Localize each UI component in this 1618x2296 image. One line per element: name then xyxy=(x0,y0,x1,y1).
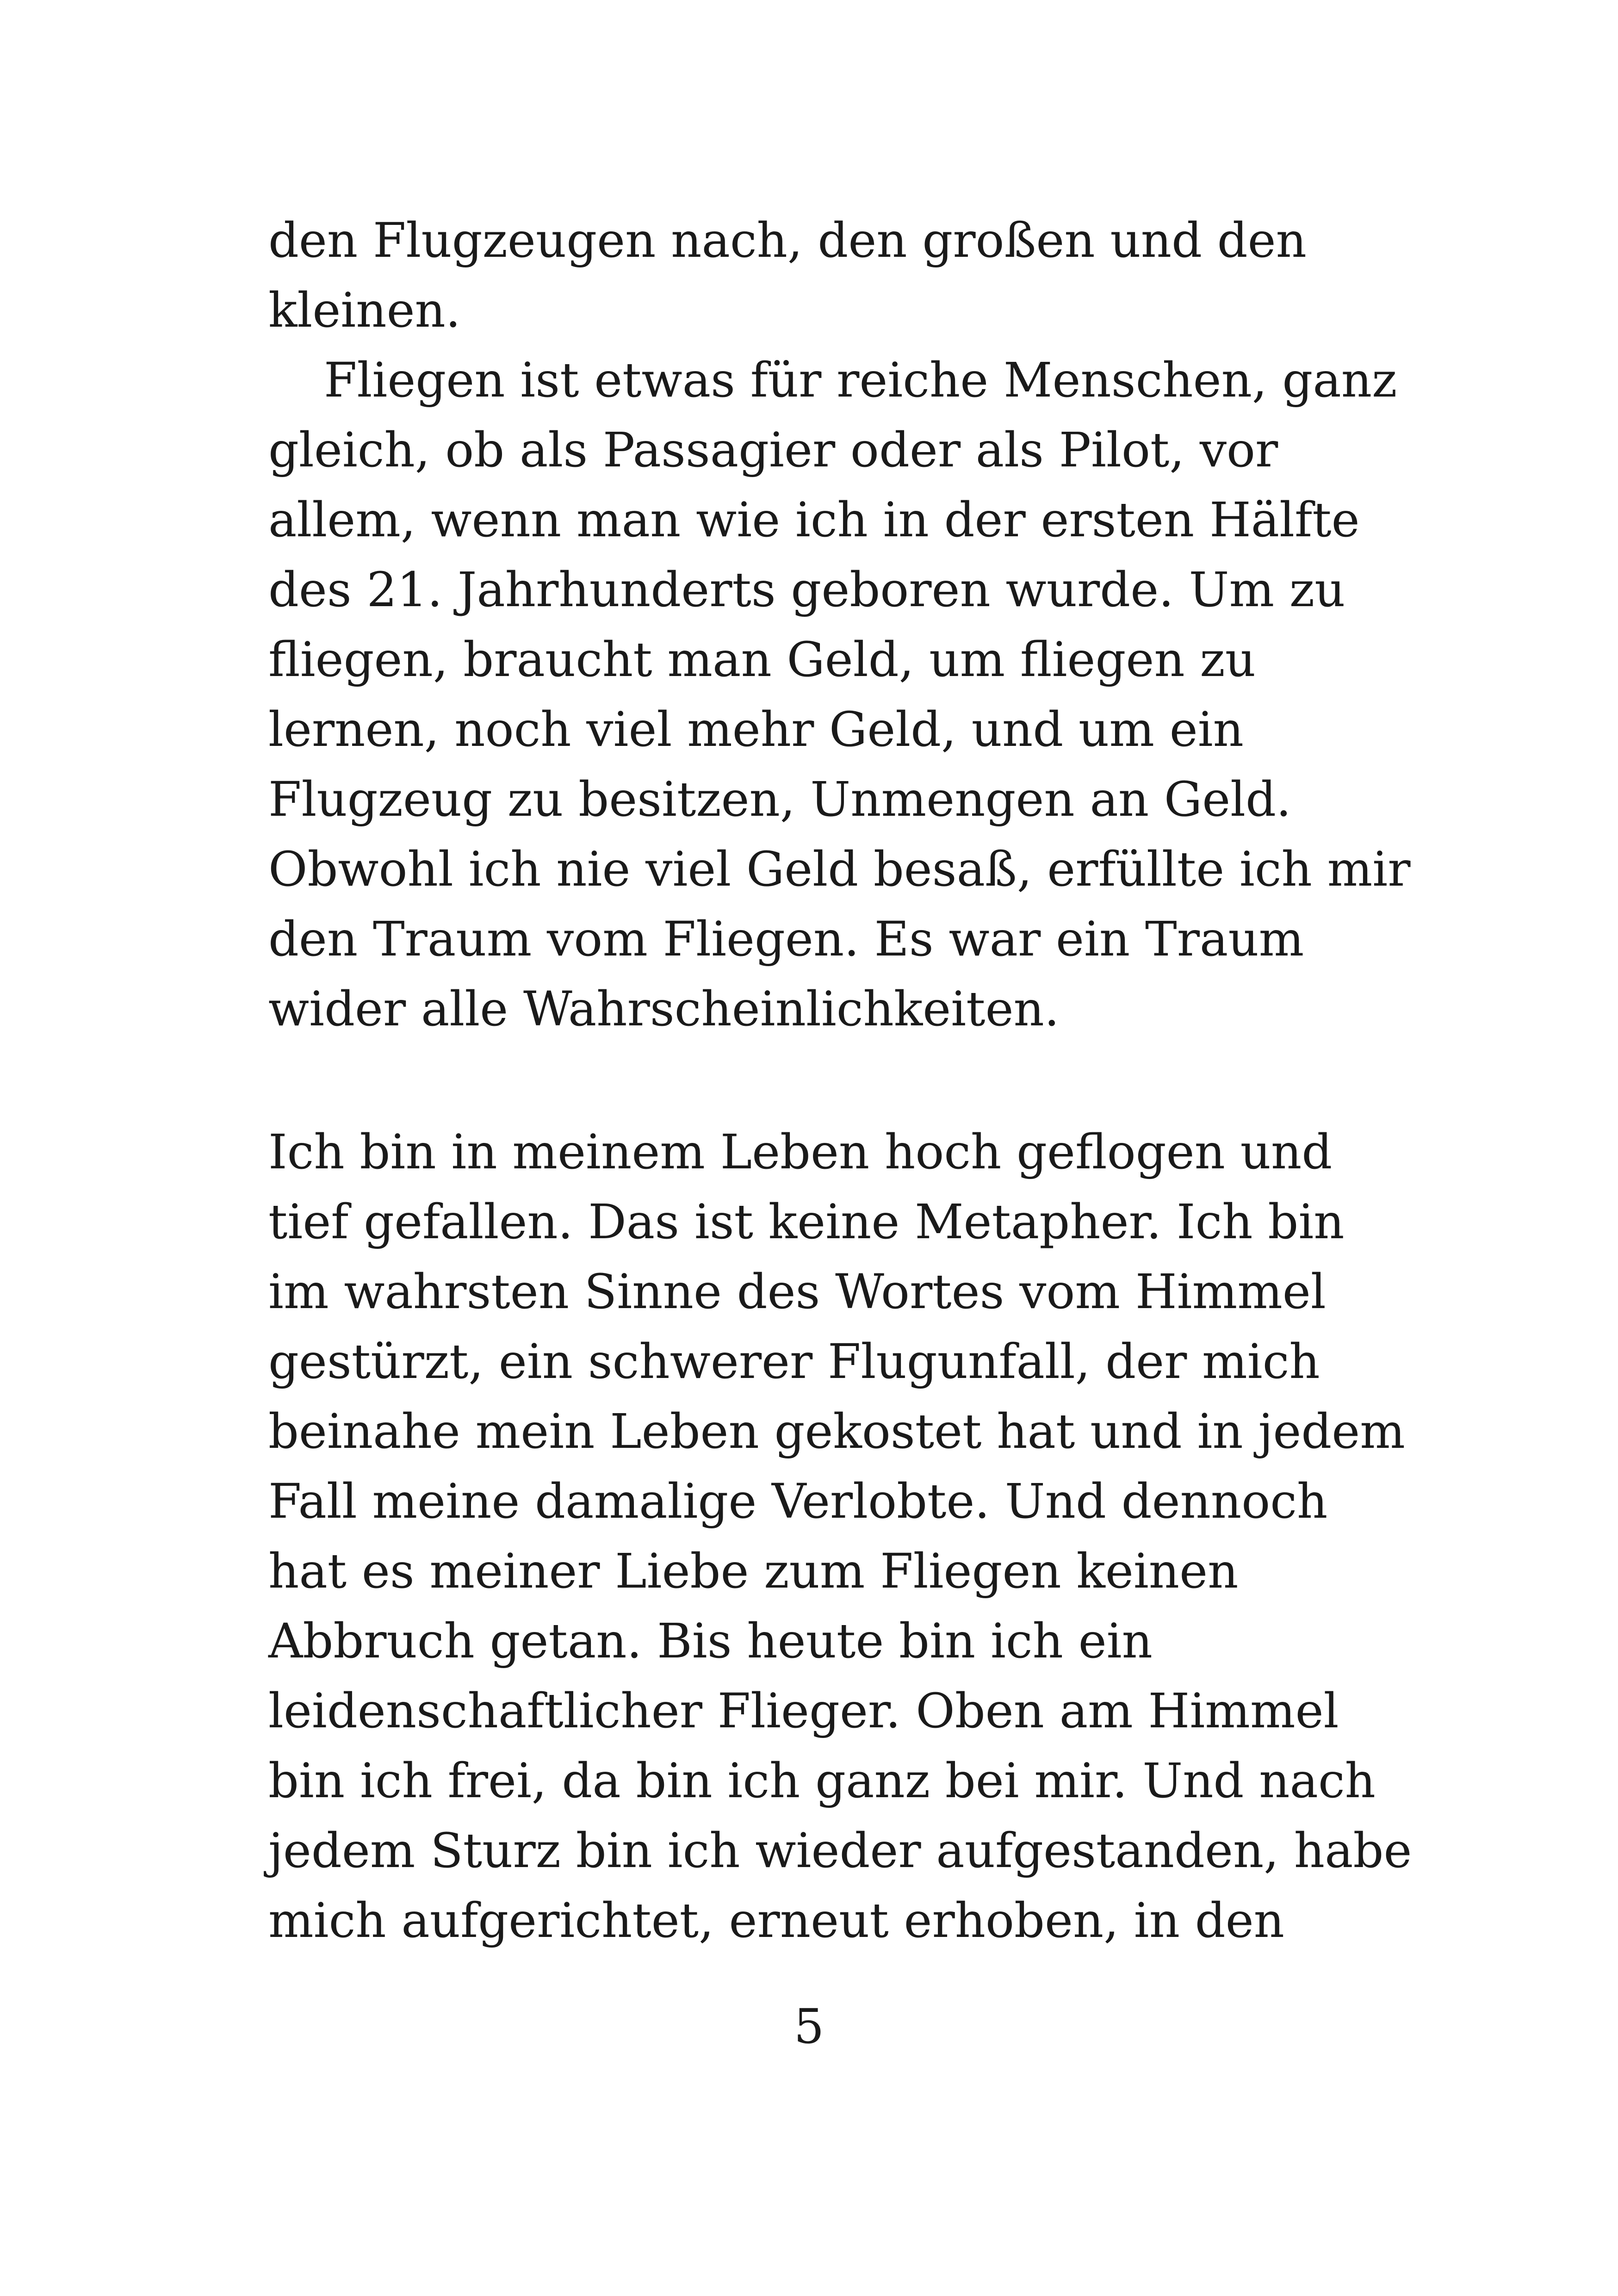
text-line: lernen, noch viel mehr Geld, und um ein xyxy=(268,702,1244,757)
text-line: hat es meiner Liebe zum Fliegen keinen xyxy=(268,1544,1239,1599)
text-line: den Flugzeugen nach, den großen und den xyxy=(268,213,1307,268)
text-line: beinahe mein Leben gekostet hat und in jedem xyxy=(268,1404,1405,1459)
text-line: bin ich frei, da bin ich ganz bei mir. Und nach xyxy=(268,1753,1376,1809)
text-line: kleinen. xyxy=(268,283,461,338)
page-number: 5 xyxy=(794,1999,824,2054)
paragraph-start-line: Fliegen ist etwas für reiche Menschen, ganz xyxy=(324,353,1397,408)
text-line: jedem Sturz bin ich wieder aufgestanden, habe xyxy=(268,1823,1412,1879)
text-line: des 21. Jahrhunderts geboren wurde. Um zu xyxy=(268,562,1345,618)
text-line: gestürzt, ein schwerer Flugunfall, der mich xyxy=(268,1334,1320,1390)
text-line: Obwohl ich nie viel Geld besaß, erfüllte ich mir xyxy=(268,842,1411,897)
text-line: Flugzeug zu besitzen, Unmengen an Geld. xyxy=(268,772,1291,827)
text-line: tief gefallen. Das ist keine Metapher. Ich bin xyxy=(268,1194,1345,1250)
text-line: fliegen, braucht man Geld, um fliegen zu xyxy=(268,632,1256,688)
text-line: Ich bin in meinem Leben hoch geflogen und xyxy=(268,1124,1333,1180)
text-line: im wahrsten Sinne des Wortes vom Himmel xyxy=(268,1264,1326,1320)
text-section-1 xyxy=(268,206,1411,1044)
text-line: allem, wenn man wie ich in der ersten Hälfte xyxy=(268,492,1360,548)
text-line: wider alle Wahrscheinlichkeiten. xyxy=(268,981,1060,1037)
text-line: mich aufgerichtet, erneut erhoben, in den xyxy=(268,1893,1284,1948)
text-section-2 xyxy=(268,1117,1412,1956)
text-line: gleich, ob als Passagier oder als Pilot, vor xyxy=(268,422,1278,478)
text-line: den Traum vom Fliegen. Es war ein Traum xyxy=(268,912,1304,967)
text-line: Abbruch getan. Bis heute bin ich ein xyxy=(268,1613,1153,1669)
text-line: leidenschaftlicher Flieger. Oben am Himmel xyxy=(268,1683,1339,1739)
text-line: Fall meine damalige Verlobte. Und dennoch xyxy=(268,1474,1328,1529)
